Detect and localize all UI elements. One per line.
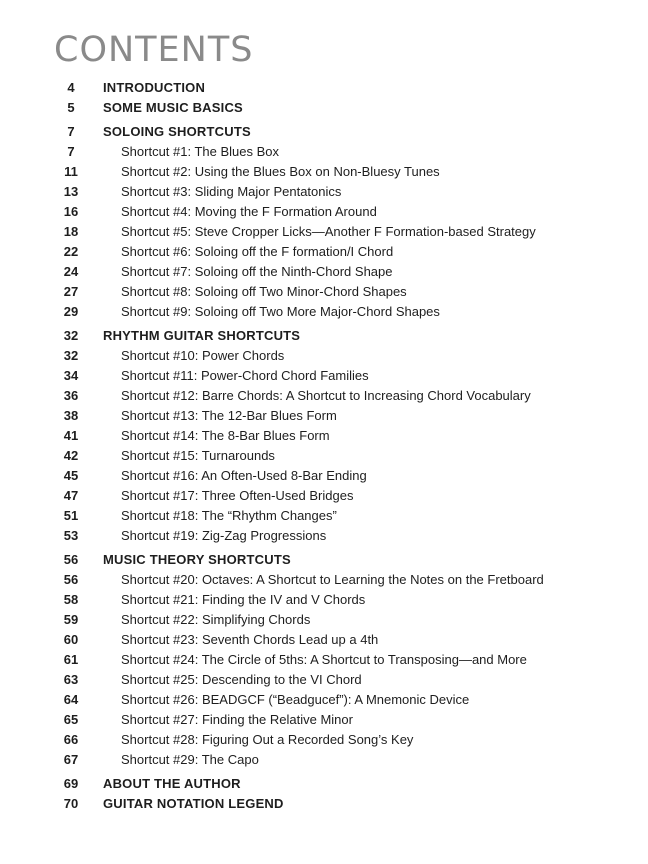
page-number: 16 bbox=[63, 204, 79, 219]
page-number: 64 bbox=[63, 692, 79, 707]
entry-title: Shortcut #24: The Circle of 5ths: A Shortcut to Transposing—and More bbox=[121, 652, 527, 667]
page-number: 32 bbox=[63, 328, 79, 343]
page-number: 53 bbox=[63, 528, 79, 543]
toc-section-entry[interactable] bbox=[0, 78, 648, 98]
page-number: 69 bbox=[63, 776, 79, 791]
toc-entry[interactable] bbox=[0, 526, 648, 546]
entry-title: Shortcut #12: Barre Chords: A Shortcut to Increasing Chord Vocabulary bbox=[121, 388, 531, 403]
toc-entry[interactable] bbox=[0, 182, 648, 202]
page-number: 66 bbox=[63, 732, 79, 747]
entry-title: MUSIC THEORY SHORTCUTS bbox=[103, 552, 291, 567]
toc-section-entry[interactable] bbox=[0, 794, 648, 814]
page-number: 11 bbox=[64, 164, 78, 179]
entry-title: Shortcut #27: Finding the Relative Minor bbox=[121, 712, 353, 727]
toc-entry[interactable] bbox=[0, 162, 648, 182]
entry-title: SOME MUSIC BASICS bbox=[103, 100, 243, 115]
entry-title: Shortcut #23: Seventh Chords Lead up a 4th bbox=[121, 632, 379, 647]
toc-entry[interactable] bbox=[0, 710, 648, 730]
page-number: 56 bbox=[63, 552, 79, 567]
page-number: 27 bbox=[63, 284, 79, 299]
entry-title: RHYTHM GUITAR SHORTCUTS bbox=[103, 328, 301, 343]
entry-title: Shortcut #4: Moving the F Formation Around bbox=[121, 204, 377, 219]
toc-section-entry[interactable] bbox=[0, 326, 648, 346]
toc-entry[interactable] bbox=[0, 506, 648, 526]
page-number: 47 bbox=[63, 488, 79, 503]
page-number: 41 bbox=[63, 428, 79, 443]
entry-title: Shortcut #18: The “Rhythm Changes” bbox=[121, 508, 337, 523]
entry-title: Shortcut #5: Steve Cropper Licks—Another F Formation-based Strategy bbox=[121, 224, 536, 239]
entry-title: Shortcut #13: The 12-Bar Blues Form bbox=[121, 408, 337, 423]
toc-entry[interactable] bbox=[0, 630, 648, 650]
entry-title: Shortcut #26: BEADGCF (“Beadgucef”): A Mnemonic Device bbox=[121, 692, 470, 707]
page-number: 60 bbox=[63, 632, 79, 647]
toc-entry[interactable] bbox=[0, 282, 648, 302]
entry-title: Shortcut #29: The Capo bbox=[121, 752, 259, 767]
toc-entry[interactable] bbox=[0, 366, 648, 386]
page-number: 32 bbox=[63, 348, 79, 363]
toc-section-entry[interactable] bbox=[0, 122, 648, 142]
page-number: 67 bbox=[63, 752, 79, 767]
entry-title: Shortcut #19: Zig-Zag Progressions bbox=[121, 528, 327, 543]
toc-entry[interactable] bbox=[0, 446, 648, 466]
entry-title: INTRODUCTION bbox=[103, 80, 206, 95]
entry-title: GUITAR NOTATION LEGEND bbox=[103, 796, 284, 811]
page-number: 5 bbox=[67, 100, 75, 115]
toc-entry[interactable] bbox=[0, 202, 648, 222]
entry-title: Shortcut #22: Simplifying Chords bbox=[121, 612, 311, 627]
toc-entry[interactable] bbox=[0, 570, 648, 590]
entry-title: Shortcut #14: The 8-Bar Blues Form bbox=[121, 428, 330, 443]
entry-title: Shortcut #17: Three Often-Used Bridges bbox=[121, 488, 354, 503]
page-number: 13 bbox=[63, 184, 79, 199]
entry-title: Shortcut #15: Turnarounds bbox=[121, 448, 275, 463]
entry-title: Shortcut #16: An Often-Used 8-Bar Ending bbox=[121, 468, 367, 483]
toc-entry[interactable] bbox=[0, 730, 648, 750]
toc-entry[interactable] bbox=[0, 242, 648, 262]
page-number: 7 bbox=[67, 124, 75, 139]
entry-title: Shortcut #3: Sliding Major Pentatonics bbox=[121, 184, 342, 199]
toc-entry[interactable] bbox=[0, 590, 648, 610]
entry-title: Shortcut #2: Using the Blues Box on Non-Bluesy Tunes bbox=[121, 164, 440, 179]
toc-entry[interactable] bbox=[0, 406, 648, 426]
entry-title: Shortcut #7: Soloing off the Ninth-Chord Shape bbox=[121, 264, 393, 279]
toc-entry[interactable] bbox=[0, 426, 648, 446]
toc-section-entry[interactable] bbox=[0, 774, 648, 794]
toc-entry[interactable] bbox=[0, 650, 648, 670]
page-number: 42 bbox=[63, 448, 79, 463]
page-number: 7 bbox=[67, 144, 75, 159]
entry-title: Shortcut #25: Descending to the VI Chord bbox=[121, 672, 362, 687]
entry-title: Shortcut #1: The Blues Box bbox=[121, 144, 280, 159]
toc-section-entry[interactable] bbox=[0, 550, 648, 570]
page-number: 24 bbox=[63, 264, 79, 279]
page-number: 51 bbox=[63, 508, 79, 523]
toc-entry[interactable] bbox=[0, 302, 648, 322]
toc-entry[interactable] bbox=[0, 670, 648, 690]
entry-title: Shortcut #8: Soloing off Two Minor-Chord Shapes bbox=[121, 284, 407, 299]
entry-title: Shortcut #28: Figuring Out a Recorded Song’s Key bbox=[121, 732, 414, 747]
toc-entry[interactable] bbox=[0, 386, 648, 406]
page-number: 59 bbox=[63, 612, 79, 627]
entry-title: Shortcut #11: Power-Chord Chord Families bbox=[121, 368, 369, 383]
page-number: 34 bbox=[63, 368, 79, 383]
table-of-contents bbox=[0, 78, 648, 814]
toc-entry[interactable] bbox=[0, 142, 648, 162]
page-title: CONTENTS bbox=[54, 30, 254, 70]
page-number: 36 bbox=[63, 388, 79, 403]
page-number: 61 bbox=[63, 652, 79, 667]
page-number: 63 bbox=[63, 672, 79, 687]
page-number: 4 bbox=[67, 80, 75, 95]
entry-title: ABOUT THE AUTHOR bbox=[103, 776, 241, 791]
toc-entry[interactable] bbox=[0, 222, 648, 242]
entry-title: Shortcut #10: Power Chords bbox=[121, 348, 285, 363]
entry-title: Shortcut #20: Octaves: A Shortcut to Learning the Notes on the Fretboard bbox=[121, 572, 544, 587]
toc-entry[interactable] bbox=[0, 486, 648, 506]
page-number: 56 bbox=[63, 572, 79, 587]
toc-entry[interactable] bbox=[0, 346, 648, 366]
page-number: 38 bbox=[63, 408, 79, 423]
page-number: 29 bbox=[63, 304, 79, 319]
entry-title: Shortcut #9: Soloing off Two More Major-Chord Shapes bbox=[121, 304, 440, 319]
entry-title: Shortcut #21: Finding the IV and V Chords bbox=[121, 592, 366, 607]
page-number: 65 bbox=[63, 712, 79, 727]
entry-title: SOLOING SHORTCUTS bbox=[103, 124, 251, 139]
toc-entry[interactable] bbox=[0, 262, 648, 282]
toc-entry[interactable] bbox=[0, 610, 648, 630]
page-number: 70 bbox=[63, 796, 79, 811]
page-number: 58 bbox=[63, 592, 79, 607]
toc-entry[interactable] bbox=[0, 466, 648, 486]
entry-title: Shortcut #6: Soloing off the F formation/I Chord bbox=[121, 244, 394, 259]
toc-entry[interactable] bbox=[0, 750, 648, 770]
toc-entry[interactable] bbox=[0, 690, 648, 710]
page-number: 45 bbox=[63, 468, 79, 483]
page-number: 22 bbox=[63, 244, 79, 259]
toc-section-entry[interactable] bbox=[0, 98, 648, 118]
page-number: 18 bbox=[63, 224, 79, 239]
